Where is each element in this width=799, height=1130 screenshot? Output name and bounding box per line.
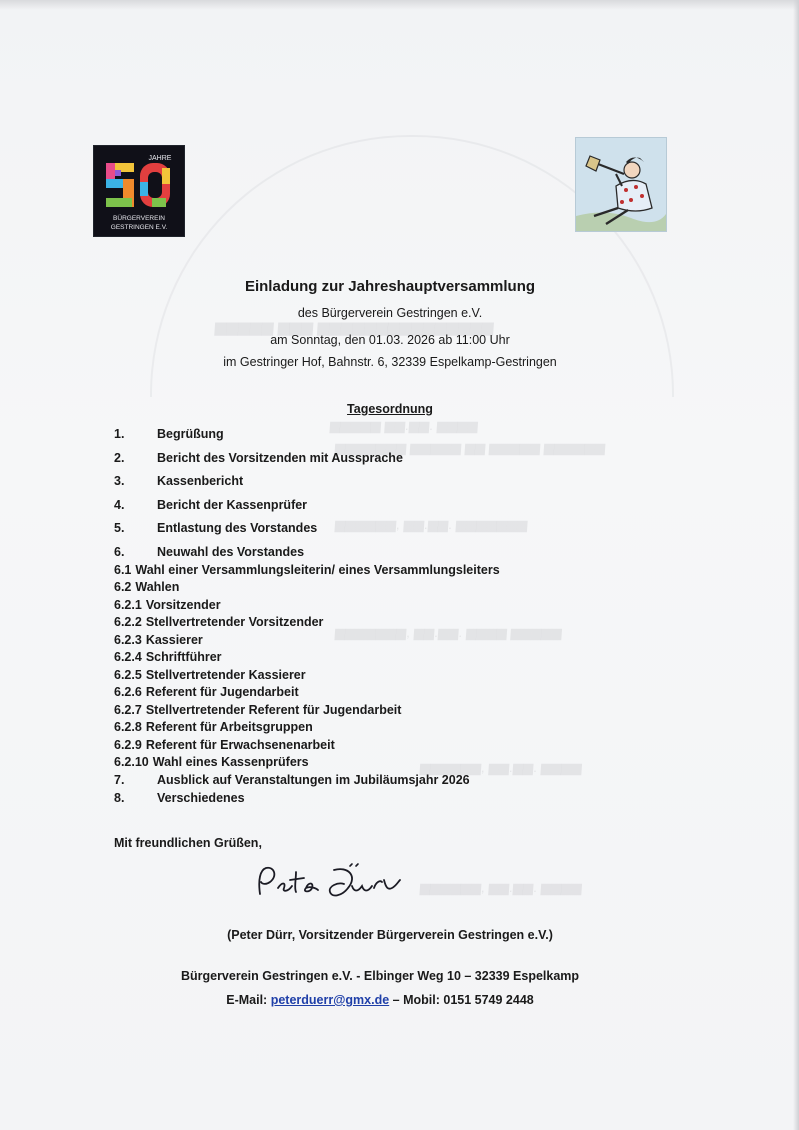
agenda-list [114, 425, 674, 808]
agenda-subitem-text: Referent für Arbeitsgruppen [145, 720, 313, 735]
agenda-subitem-text: Wahl eines Kassenprüfers [152, 755, 309, 770]
agenda-subitem-number: 6.2 [114, 580, 132, 595]
bleed-through-text: ▆▆▆▆▆▆, ▆▆.▆▆. ▆▆▆▆ [419, 880, 583, 895]
agenda-item-text: Begrüßung [157, 427, 224, 441]
agenda-item-text: Entlastung des Vorstandes [157, 521, 318, 536]
agenda-subitem-number: 6.2.4 [114, 650, 142, 665]
agenda-subitem [114, 684, 674, 702]
agenda-subitem [114, 702, 674, 720]
agenda-item-text: Ausblick auf Veranstaltungen im Jubiläumsjahr 2026 [157, 772, 470, 787]
agenda-subitem-number: 6.2.1 [114, 597, 142, 612]
page-edge-shadow-right [793, 0, 799, 1130]
contact-separator: – [392, 993, 400, 1007]
meeting-venue: im Gestringer Hof, Bahnstr. 6, 32339 Espelkamp-Gestringen [223, 355, 557, 369]
agenda-item-text: Bericht der Kassenprüfer [157, 497, 308, 512]
agenda-item [114, 790, 674, 808]
bleed-through-text: ▆▆▆▆▆▆▆ ▆▆▆▆▆ ▆▆ ▆▆▆▆▆ ▆▆▆▆▆▆ [334, 440, 606, 455]
agenda-item [114, 496, 674, 520]
agenda-item-number: 7. [114, 772, 125, 787]
agenda-subitem [114, 737, 674, 755]
footer-contact [100, 993, 660, 1007]
agenda-subitem [114, 632, 674, 650]
agenda-item-number: 6. [114, 544, 125, 559]
agenda-subitem-text: Schriftführer [145, 650, 222, 665]
trumpet-player-drawing-icon [576, 138, 666, 231]
mobile-number: Mobil: 0151 5749 2448 [403, 993, 534, 1007]
agenda-subitem-number: 6.1 [114, 562, 132, 577]
agenda-item-text: Kassenbericht [157, 474, 244, 489]
logo-name-line1: BÜRGERVEREIN [113, 215, 165, 222]
agenda-subitem [114, 579, 674, 597]
agenda-item-number: 2. [114, 450, 125, 465]
agenda-item [114, 543, 674, 562]
agenda-subitem [114, 754, 674, 772]
agenda-subitem-text: Kassierer [145, 632, 203, 647]
agenda-subitem-text: Referent für Erwachsenenarbeit [145, 737, 335, 752]
agenda-item-text: Neuwahl des Vorstandes [157, 544, 305, 559]
agenda-subitem-text: Stellvertretender Kassierer [145, 667, 306, 682]
bleed-through-text: ▆▆▆▆▆▆, ▆▆.▆▆. ▆▆▆▆▆▆▆ [334, 517, 528, 532]
agenda-subitem-number: 6.2.5 [114, 667, 142, 682]
agenda-subitem-text: Stellvertretender Referent für Jugendarbeit [145, 702, 402, 717]
agenda-subitem-number: 6.2.9 [114, 737, 142, 752]
agenda-subitem [114, 719, 674, 737]
agenda-item-number: 1. [114, 427, 125, 441]
agenda-subitem [114, 562, 674, 580]
agenda-item [114, 519, 674, 543]
email-link[interactable]: peterduerr@gmx.de [270, 993, 390, 1007]
agenda-heading: Tagesordnung [347, 402, 433, 416]
bleed-through-text: ▆▆▆▆▆ ▆▆▆ ▆▆▆▆▆▆▆▆▆▆▆▆▆▆▆ [214, 319, 495, 336]
agenda-item-text: Bericht des Vorsitzenden mit Aussprache [157, 450, 403, 465]
agenda-subitem-number: 6.2.7 [114, 702, 142, 717]
club-name: des Bürgerverein Gestringen e.V. [297, 306, 483, 320]
bleed-through-text: ▆▆▆▆▆▆▆, ▆▆.▆▆. ▆▆▆▆ ▆▆▆▆▆ [334, 625, 563, 640]
agenda-subitem [114, 649, 674, 667]
logo-years-label: JAHRE [148, 155, 172, 162]
page-edge-shadow [0, 0, 799, 10]
agenda-item [114, 425, 674, 449]
agenda-subitem [114, 667, 674, 685]
agenda-subitem-text: Wahl einer Versammlungsleiterin/ eines Versammlungsleiters [135, 562, 500, 577]
agenda-subitem-text: Vorsitzender [145, 597, 221, 612]
agenda-item-text: Verschiedenes [157, 790, 245, 805]
anniversary-50-logo-icon [94, 146, 184, 236]
agenda-item-number: 8. [114, 790, 125, 805]
signer-name: (Peter Dürr, Vorsitzender Bürgerverein Gestringen e.V.) [227, 928, 553, 942]
agenda-item [114, 772, 674, 790]
handwritten-signature-icon [252, 858, 402, 904]
agenda-subitem-number: 6.2.6 [114, 685, 142, 700]
meeting-date: am Sonntag, den 01.03. 2026 ab 11:00 Uhr [270, 333, 510, 347]
bleed-through-text: ▆▆▆▆▆ ▆▆.▆▆. ▆▆▆▆ [329, 418, 479, 433]
agenda-item [114, 472, 674, 496]
agenda-subitem [114, 614, 674, 632]
agenda-subitem-number: 6.2.8 [114, 720, 142, 735]
agenda-subitem-number: 6.2.3 [114, 632, 142, 647]
bleed-through-text: ▆▆▆▆▆▆, ▆▆.▆▆. ▆▆▆▆ [419, 760, 583, 775]
agenda-item [114, 449, 674, 473]
agenda-item-number: 3. [114, 474, 125, 489]
agenda-subitem-number: 6.2.10 [114, 755, 149, 770]
agenda-item-number: 4. [114, 497, 125, 512]
agenda-subitem-text: Referent für Jugendarbeit [145, 685, 299, 700]
logo-name-line2: GESTRINGEN E.V. [110, 224, 168, 231]
trumpet-player-image [575, 137, 667, 232]
closing-greeting: Mit freundlichen Grüßen, [114, 836, 262, 850]
agenda-subitem-text: Wahlen [135, 580, 180, 595]
invitation-title: Einladung zur Jahreshauptversammlung [244, 278, 536, 295]
agenda-item-number: 5. [114, 521, 125, 536]
agenda-subitem [114, 597, 674, 615]
email-label: E-Mail: [226, 993, 268, 1007]
agenda-subitem-text: Stellvertretender Vorsitzender [145, 615, 324, 630]
anniversary-logo [93, 145, 185, 237]
agenda-subitem-number: 6.2.2 [114, 615, 142, 630]
footer-address: Bürgerverein Gestringen e.V. - Elbinger Weg 10 – 32339 Espelkamp [180, 969, 580, 983]
